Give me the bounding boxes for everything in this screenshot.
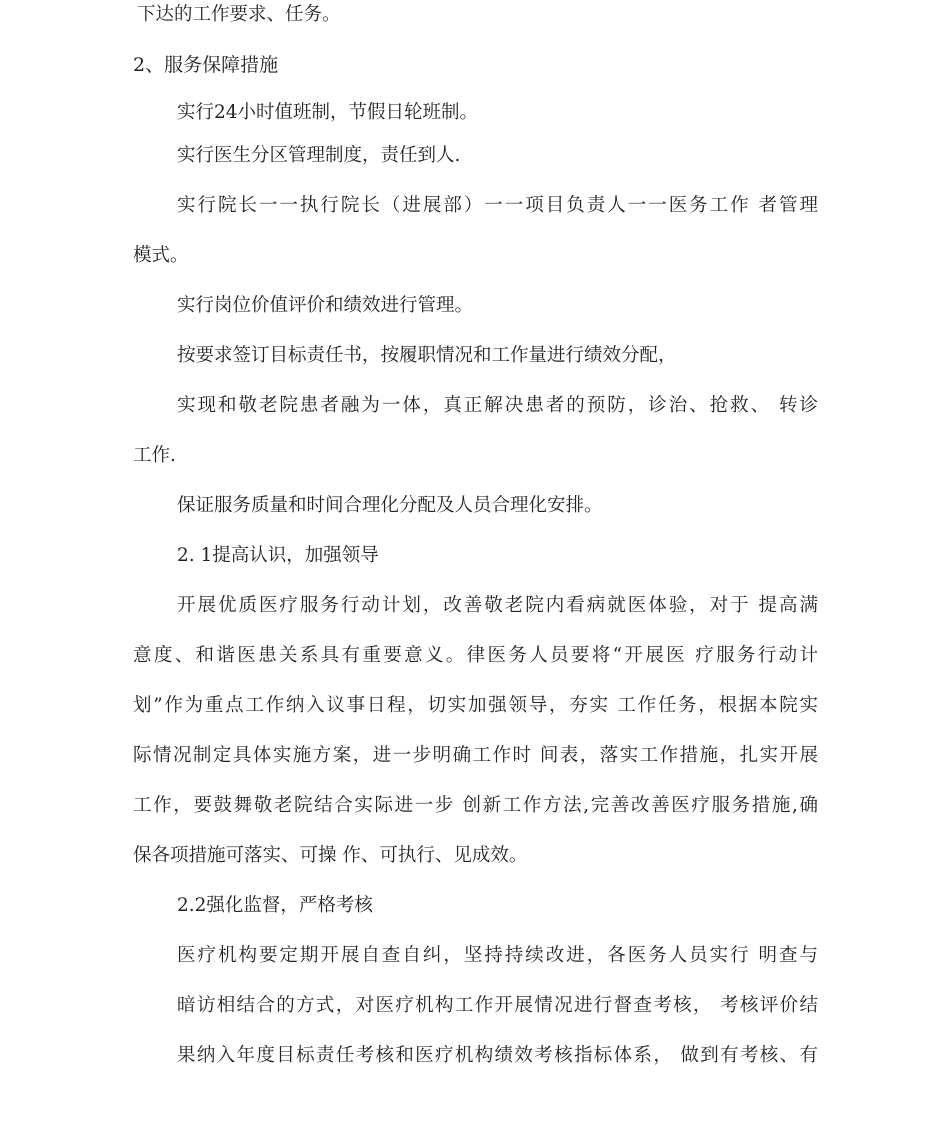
text-line: 工作. [133,445,176,466]
text-line: 按要求签订目标责任书，按履职情况和工作量进行绩效分配， [177,345,677,366]
text-line: 果纳入年度目标责任考核和医疗机构绩效考核指标体系， 做到有考核、有 [177,1045,818,1066]
text-line: 暗访相结合的方式，对医疗机构工作开展情况进行督查考核， 考核评价结 [177,995,818,1016]
text-line: 保各项措施可落实、可操 作、可执行、见成效。 [133,845,528,866]
text-line: 实行岗位价值评价和绩效进行管理。 [177,295,474,316]
text-line: 实行24小时值班制，节假日轮班制。 [177,102,479,123]
text-line: 下达的工作要求、任务。 [137,4,341,25]
text-line: 实现和敬老院患者融为一体，真正解决患者的预防，诊治、抢救、 转诊 [177,395,818,416]
text-line: 开展优质医疗服务行动计划，改善敬老院内看病就医体验，对于 提高满 [177,595,818,616]
text-line: 工作，要鼓舞敬老院结合实际进一步 创新工作方法,完善改善医疗服务措施,确 [133,795,818,816]
subsection-heading: 2. 1提高认识，加强领导 [177,545,379,566]
text-line: 实行院长一一执行院长（进展部）一一项目负责人一一医务工作 者管理 [177,195,818,216]
section-heading: 2、服务保障措施 [133,54,279,76]
text-line: 划”作为重点工作纳入议事日程，切实加强领导，夯实 工作任务，根据本院实 [133,695,818,716]
text-line: 模式。 [133,245,189,266]
text-line: 际情况制定具体实施方案，进一步明确工作时 间表，落实工作措施，扎实开展 [133,745,818,766]
text-line: 医疗机构要定期开展自查自纠，坚持持续改进，各医务人员实行 明查与 [177,945,818,966]
text-line: 意度、和谐医患关系具有重要意义。律医务人员要将“开展医 疗服务行动计 [133,645,818,666]
subsection-heading: 2.2强化监督，严格考核 [177,895,373,916]
text-line: 保证服务质量和时间合理化分配及人员合理化安排。 [177,495,603,516]
text-line: 实行医生分区管理制度，责任到人. [177,145,461,166]
